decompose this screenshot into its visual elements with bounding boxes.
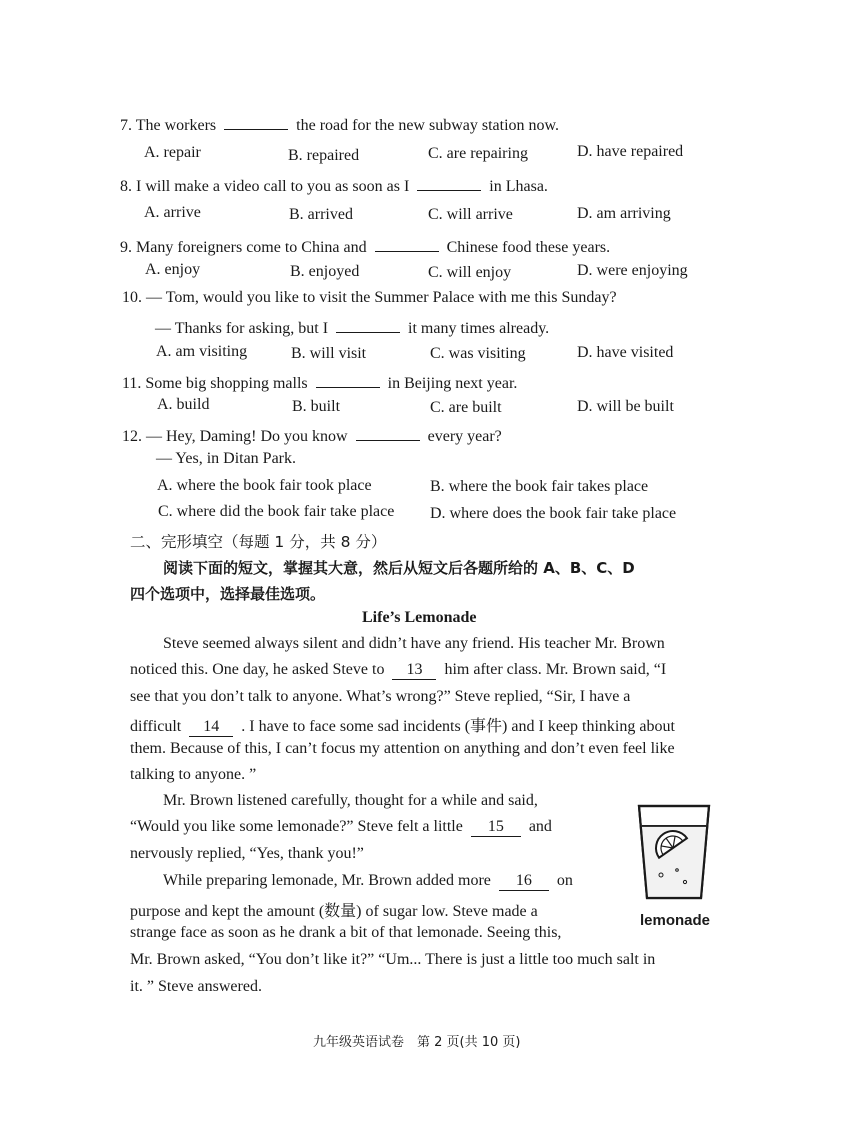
question-10-line2 xyxy=(155,316,549,338)
option-b: B. repaired xyxy=(288,147,360,164)
dialogue-line: — Tom, would you like to visit the Summer Palace with me this Sunday? xyxy=(146,289,617,306)
dialogue-line: — Yes, in Ditan Park. xyxy=(156,450,297,467)
option-b: B. will visit xyxy=(291,345,367,362)
option-c: C. will arrive xyxy=(428,206,513,223)
cloze-blank-16: 16 xyxy=(499,872,549,891)
passage-text: “Would you like some lemonade?” Steve felt a little xyxy=(130,818,463,835)
option-a: A. where the book fair took place xyxy=(157,477,372,494)
option-d: D. have visited xyxy=(577,344,674,361)
option-b: B. where the book fair takes place xyxy=(430,478,649,495)
option-c: C. will enjoy xyxy=(428,264,512,281)
question-stem-after: every year? xyxy=(427,428,502,445)
question-10 xyxy=(122,289,617,307)
question-11 xyxy=(122,371,517,393)
passage-line: Mr. Brown listened carefully, thought for a while and said, xyxy=(163,792,538,809)
option-d: D. will be built xyxy=(577,398,674,415)
question-stem-before: — Thanks for asking, but I xyxy=(155,320,329,337)
question-stem-after: it many times already. xyxy=(408,320,550,337)
option-b: B. arrived xyxy=(289,206,353,223)
answer-blank xyxy=(224,113,288,130)
question-stem-before: Some big shopping malls xyxy=(145,375,308,392)
question-stem-before: — Hey, Daming! Do you know xyxy=(146,428,348,445)
option-a: A. build xyxy=(157,396,210,413)
cloze-blank-13: 13 xyxy=(392,661,436,680)
question-12 xyxy=(122,424,502,446)
option-c: C. was visiting xyxy=(430,345,526,362)
passage-line xyxy=(130,818,552,837)
section-instruction: 四个选项中，选择最佳选项。 xyxy=(130,585,326,603)
option-a: A. arrive xyxy=(144,204,201,221)
option-d: D. have repaired xyxy=(577,143,684,160)
answer-blank xyxy=(375,235,439,252)
answer-blank xyxy=(316,371,380,388)
image-caption: lemonade xyxy=(640,912,711,929)
passage-line: Mr. Brown asked, “You don’t like it?” “Um... There is just a little too much salt in xyxy=(130,951,656,968)
question-9 xyxy=(120,235,610,257)
answer-blank xyxy=(417,174,481,191)
passage-text: . I have to face some sad incidents (事件) and I keep thinking about xyxy=(241,718,675,735)
section-instruction: 阅读下面的短文，掌握其大意，然后从短文后各题所给的 A、B、C、D xyxy=(163,559,635,577)
passage-line: strange face as soon as he drank a bit of that lemonade. Seeing this, xyxy=(130,924,562,941)
passage-line: talking to anyone. ” xyxy=(130,766,257,783)
option-d: D. where does the book fair take place xyxy=(430,505,677,522)
option-d: D. were enjoying xyxy=(577,262,688,279)
question-number: 8. xyxy=(120,178,132,195)
answer-blank xyxy=(336,316,400,333)
question-stem-after: in Lhasa. xyxy=(489,178,548,195)
passage-text: and xyxy=(528,818,552,835)
lemonade-glass-icon xyxy=(633,800,715,902)
question-stem-after: in Beijing next year. xyxy=(387,375,518,392)
option-b: B. enjoyed xyxy=(290,263,360,280)
question-number: 9. xyxy=(120,239,132,256)
passage-text: difficult xyxy=(130,718,182,735)
passage-text: noticed this. One day, he asked Steve to xyxy=(130,661,385,678)
passage-line xyxy=(130,713,675,737)
option-c: C. where did the book fair take place xyxy=(158,503,395,520)
question-8 xyxy=(120,174,548,196)
option-c: C. are built xyxy=(430,399,502,416)
passage-text: him after class. Mr. Brown said, “I xyxy=(444,661,667,678)
question-stem-before: The workers xyxy=(135,117,217,134)
passage-line xyxy=(130,661,666,680)
option-a: A. am visiting xyxy=(156,343,248,360)
cloze-blank-15: 15 xyxy=(471,818,521,837)
question-stem-before: Many foreigners come to China and xyxy=(136,239,367,256)
answer-blank xyxy=(356,424,420,441)
question-number: 7. xyxy=(120,117,132,134)
passage-text: on xyxy=(556,872,573,889)
question-7 xyxy=(120,113,559,135)
option-d: D. am arriving xyxy=(577,205,671,222)
question-stem-after: Chinese food these years. xyxy=(446,239,611,256)
passage-line: them. Because of this, I can’t focus my attention on anything and don’t even feel like xyxy=(130,740,675,757)
passage-line xyxy=(163,872,573,891)
question-stem-after: the road for the new subway station now. xyxy=(296,117,560,134)
cloze-blank-14: 14 xyxy=(189,718,233,737)
question-number: 10. xyxy=(122,289,142,306)
passage-text: While preparing lemonade, Mr. Brown added more xyxy=(163,872,491,889)
passage-line: it. ” Steve answered. xyxy=(130,978,262,995)
passage-line: see that you don’t talk to anyone. What’s wrong?” Steve replied, “Sir, I have a xyxy=(130,688,631,705)
passage-line: Steve seemed always silent and didn’t have any friend. His teacher Mr. Brown xyxy=(163,635,665,652)
option-a: A. repair xyxy=(144,144,201,161)
option-a: A. enjoy xyxy=(145,261,201,278)
passage-title: Life’s Lemonade xyxy=(362,609,477,626)
question-number: 12. xyxy=(122,428,142,445)
option-b: B. built xyxy=(292,398,341,415)
question-number: 11. xyxy=(122,375,142,392)
page-footer: 九年级英语试卷 第 2 页(共 10 页) xyxy=(313,1035,521,1050)
passage-line: purpose and kept the amount (数量) of sugar low. Steve made a xyxy=(130,903,538,920)
option-c: C. are repairing xyxy=(428,145,528,162)
question-stem-before: I will make a video call to you as soon as I xyxy=(136,178,410,195)
section-heading: 二、完形填空（每题 1 分，共 8 分） xyxy=(130,533,387,551)
passage-line: nervously replied, “Yes, thank you!” xyxy=(130,845,364,862)
